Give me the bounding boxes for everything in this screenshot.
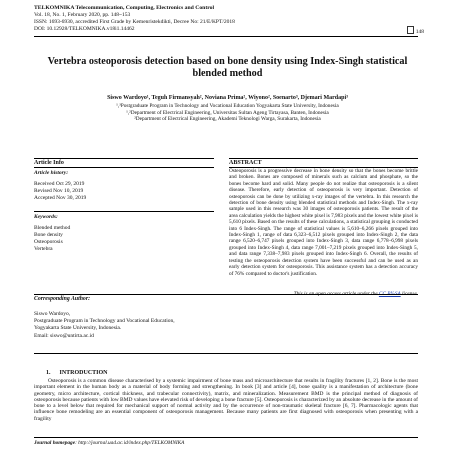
corresponding-program: Postgraduate Program in Technology and Vocational Education, [34,318,175,325]
received-date: Received Oct 29, 2019 [34,181,85,187]
license-prefix: This is an open access article under the [293,291,379,297]
article-history-label: Article history: [34,170,69,176]
keywords-label: Keywords: [34,214,58,220]
corresponding-author [34,311,234,340]
keywords-block [34,214,70,253]
affiliation-3: ²Department of Electrical Engineering, Akademi Teknologi Warga, Surakarta, Indonesia [134,116,321,122]
journal-header [34,5,424,36]
affiliation-1: ¹,³Postgraduate Program in Technology and Vocational Education Yogyakarta State University, Indonesia [116,103,339,109]
page-number [407,26,424,36]
abstract-heading: ABSTRACT [229,160,262,166]
article-history [34,170,86,202]
page-number-value: 148 [415,29,424,35]
article-info-heading: Article Info [34,160,64,166]
keyword-item: Blended method [34,225,71,231]
keyword-item: Vertebra [34,246,53,252]
journal-homepage [34,440,418,446]
keyword-item: Bone density [34,232,63,238]
introduction-heading: 1. INTRODUCTION [46,370,108,376]
issn-line: ISSN: 1693-6930, accredited First Grade by Kemenristekdikti, Decree No: 21/E/KPT/2018 [34,19,235,25]
abstract-text: Osteoporosis is a progressive decrease in bone density so that the bones become brittle and broken. Bones are composed of minerals such as calcium and phosphate, so the bones become hard and solid. Many people do not realize that osteoporosis is a silent disease. Therefore, early detection of osteoporosis is very important. Detection of osteoporosis can be done by utilizing x-ray images of the vertebra. In this research the detection of bone density using blended statistical methods and Index-Singh. The x-ray sample used in this research was 30 images of osteoporosis patients. The result of the area calculation yields the highest white pixel is 7,983 pixels and the lowest white pixel is 5,610 pixels. Based on the results of these calculations, a statistical grouping is conducted into 6 Index-Singh. The range of statistical values is 5,610–6,266 pixels grouped into Index-Singh 1, range of data 6,323–6,512 pixels grouped into Index-Singh 2, the data range 6,520–6,747 pixels grouped into Index-Singh 3, data range 6,778–6,998 pixels grouped into Index-Singh 4, data range 7,001–7,219 pixels grouped into Index-Singh 5, and data range 7,338–7,983 pixels grouped into Index-Singh 6. Overall, the results of testing the osteoporosis detection system have been successful and can be used as an early detection system for osteoporosis. This assistance system has a detection accuracy of 76% compared to doctor's justification. [229,168,418,277]
doi-row [34,26,424,36]
doi-line: DOI: 10.12928/TELKOMNIKA.v18i1.14462 [34,26,135,32]
corresponding-rule [34,294,418,295]
info-top-rule [34,158,214,159]
paper-title: Vertebra osteoporosis detection based on bone density using Index-Singh statistical blended method [47,56,408,79]
abstract-top-rule [229,158,418,159]
corresponding-email[interactable]: Email: siswo@untirta.ac.id [34,332,94,339]
info-heading-rule [34,167,214,168]
page-icon [407,26,414,34]
homepage-label: Journal homepage [34,440,76,446]
affiliations [40,103,415,123]
homepage-url[interactable]: : http://journal.uad.ac.id/index.php/TELKOMNIKA [75,440,185,446]
author-list: Siswo Wardoyo¹, Teguh Firmansyah², Noviana Prima², Wiyono², Soenarto³, Djemari Mardapi³ [107,95,348,101]
header-rule [34,36,418,37]
volume-line: Vol. 18, No. 1, February 2020, pp. 148~153 [34,12,131,18]
affiliation-2: ¹,²Department of Electrical Engineering, Universitas Sultan Ageng Tirtayasa, Banten, Indonesia [126,109,329,116]
history-rule [34,211,214,212]
corresponding-name: Siswo Wardoyo, [34,311,71,317]
footer-rule [34,437,418,438]
license-suffix: license. [400,291,418,297]
license-link[interactable]: CC BY-SA [378,291,401,297]
keyword-item: Osteoporosis [34,239,63,245]
introduction-text: Osteoporosis is a common disease characterised by a systemic impairment of bone mass and microarchitecture that results in fragility fractures [1, 2]. Bone is the most important element in the human body as a material of body forming and strengthening. In book [3] and article [4], bone quality is a manifestation of architecture (bone geometry, micro architecture, cortical thickness, and trabecular connectivity), matrix, and mineralization. Measurement BMD is the principal method of diagnosis of osteoporosis because patients with low BMD values have elevated risk of developing a bone fracture [5]. Osteoporosis is characterized by an absolute decrease in the amount of bone to a level below that required for mechanical support of normal activity and by the occurrence of non-traumatic skeletal fracture [6, 7]. Pharmacologic agents that influence bone remodeling are an essential component of osteoporosis management. Because many patients are first diagnosed with osteoporosis when presenting with a fragility [34,378,418,422]
intro-top-rule [34,353,418,354]
journal-title: TELKOMNIKA Telecommunication, Computing, Electronics and Control [34,5,215,11]
revised-date: Revised Nov 10, 2019 [34,188,84,194]
corresponding-university: Yogyakarta State University, Indonesia. [34,325,122,332]
accepted-date: Accepted Nov 30, 2019 [34,195,87,201]
corresponding-label: Corresponding Author: [34,296,91,302]
